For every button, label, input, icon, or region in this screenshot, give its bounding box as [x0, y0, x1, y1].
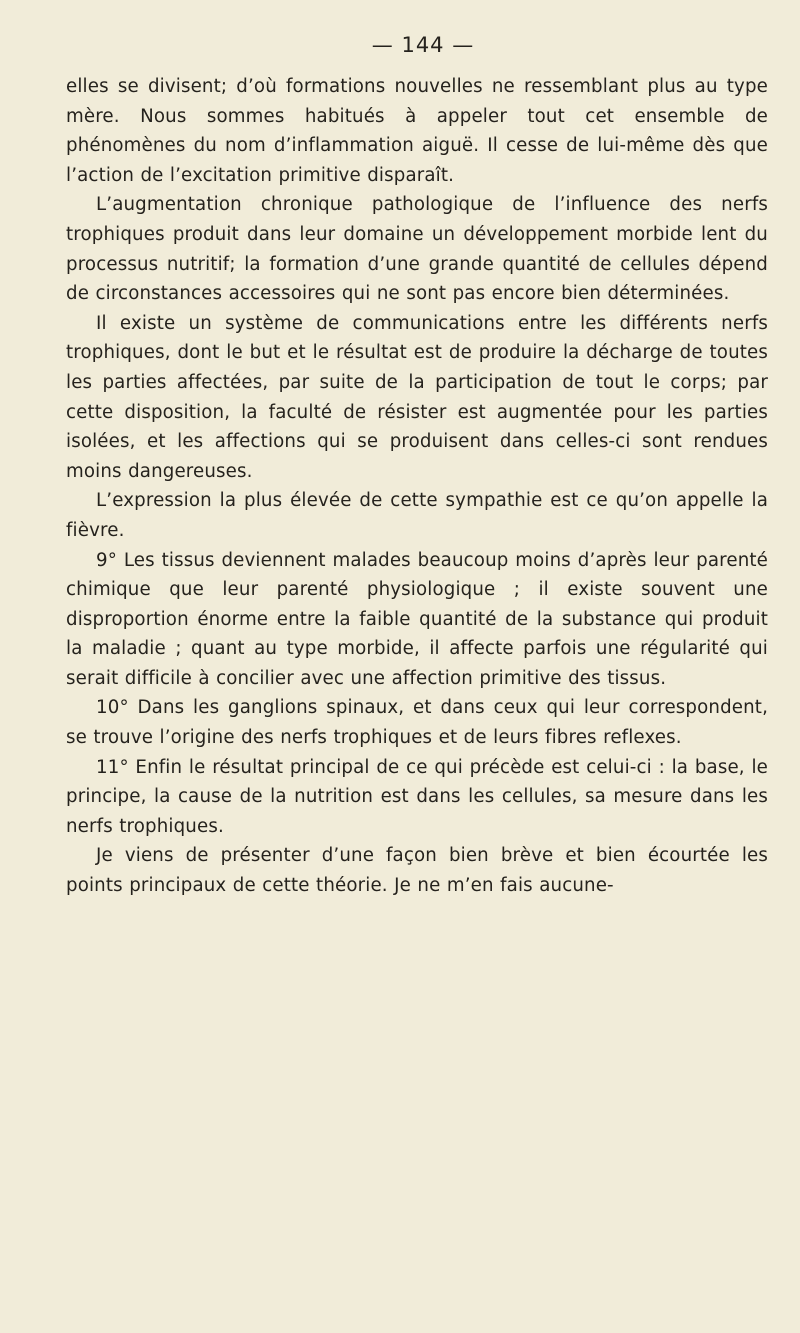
paragraph-chronic-augmentation: L’augmentation chronique pathologique de l’influence des nerfs trophiques produit dans leur domaine un développement morbide lent du processus nutritif; la formation d’une grande quantité de cellules dépend de circonstances accessoires qui ne sont pas encore bien déterminées. [66, 194, 768, 305]
paragraph-point-11: 11° Enfin le résultat principal de ce qui précède est celui-ci : la base, le principe, la cause de la nutrition est dans les cellules, sa mesure dans les nerfs trophiques. [66, 756, 768, 837]
paragraph-closing: Je viens de présenter d’une façon bien brève et bien écourtée les points principaux de cette théorie. Je ne m’en fais aucune- [66, 845, 768, 897]
paragraph-point-9: 9° Les tissus deviennent malades beaucoup moins d’après leur parenté chimique que leur parenté physiologique ; il existe souvent une disproportion énorme entre la faible quantité de la substance qui produit la maladie ; quant au type morbide, il affecte parfois une régularité qui serait difficile à concilier avec une affection primitive des tissus. [66, 549, 768, 689]
paragraph-inflammation: elles se divisent; d’où formations nouvelles ne ressemblant plus au type mère. Nous sommes habitués à appeler tout cet ensemble de phénomènes du nom d’inflammation aiguë. Il cesse de lui-même dès que l’action de l’excitation primitive disparaît. [66, 76, 768, 186]
paragraph-communication-system: Il existe un système de communications entre les différents nerfs trophiques, dont le but et le résultat est de produire la décharge de toutes les parties affectées, par suite de la participation de tout le corps; par cette disposition, la faculté de résister est augmentée pour les parties isolées, et les affections qui se produisent dans celles-ci sont rendues moins dangereuses. [66, 312, 768, 482]
paragraph-fever: L’expression la plus élevée de cette sympathie est ce qu’on appelle la fièvre. [66, 490, 768, 541]
paragraph-point-10: 10° Dans les ganglions spinaux, et dans ceux qui leur correspondent, se trouve l’origine des nerfs trophiques et de leurs fibres reflexes. [66, 697, 768, 749]
page-number: — 144 — [371, 33, 475, 57]
